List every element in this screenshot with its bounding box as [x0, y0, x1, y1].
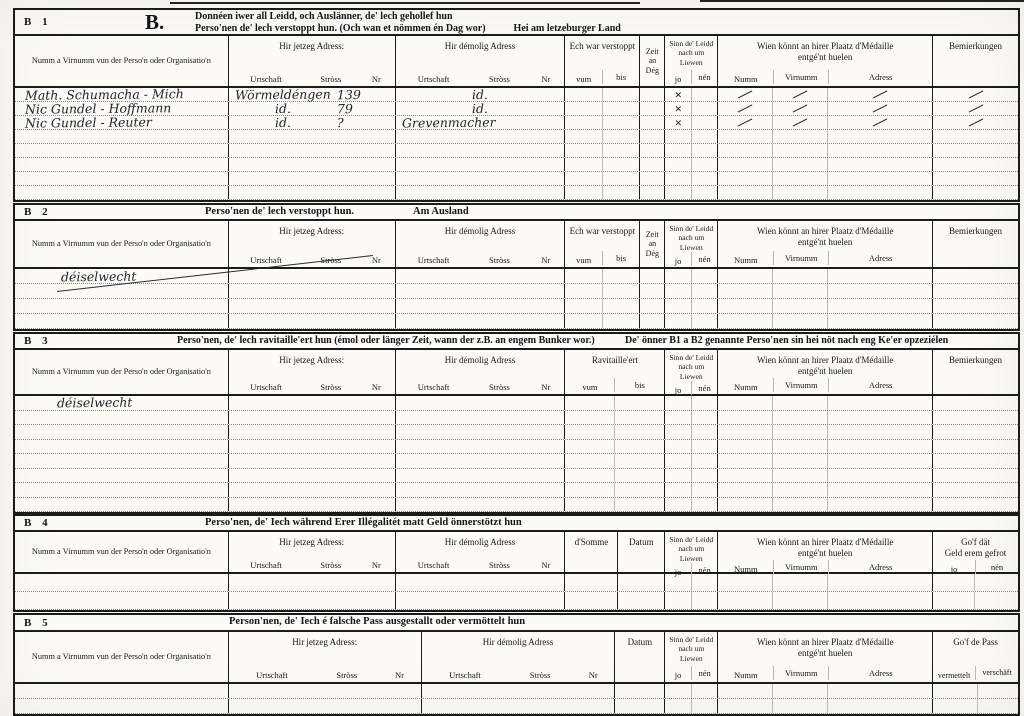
entry-alive-yes — [665, 116, 692, 129]
col-header-remarks: Bemierkungen — [949, 41, 1003, 51]
b2-empty-row — [15, 314, 1018, 329]
col-header-still-alive: Sinn de' Leidd nach um Liewen jo nén — [665, 350, 718, 394]
x-mark: × — [674, 100, 683, 116]
b3-title-row — [15, 334, 1018, 350]
x-mark: × — [674, 114, 683, 130]
b1-entry-row — [15, 102, 1018, 116]
col-header-duration: Zeit an Dég — [640, 221, 665, 267]
b1-title-text — [195, 11, 621, 35]
col-header-name: Numm a Virnumm vun der Perso'n oder Organisatio'n — [15, 36, 229, 86]
b3-empty-row — [15, 469, 1018, 484]
col-header-date: Datum — [618, 532, 665, 572]
col-header-money-reclaimed: Go'f dät Geld erem gefrot jo nén — [933, 532, 1018, 572]
entry-alive-yes — [665, 88, 692, 101]
b5-title-text: Person'nen, de' Iech é falsche Pass ausgestallt oder vermöttelt hun — [229, 616, 526, 627]
col-header-medal-recipient: Wien könnt an hirer Plaatz d'Médaille entgé'nt huelen Numm Virnumm Adress — [718, 350, 933, 394]
b4-empty-row — [15, 574, 1018, 592]
col-header-still-alive: Sinn de' Leidd nach um Liewen jo nén — [665, 632, 718, 682]
col-header-hidden-period: Ech war verstoppt vum bis — [565, 36, 640, 86]
slash-mark — [738, 104, 753, 112]
entry-medal-adress — [828, 88, 933, 101]
col-header-remarks: Bemierkungen — [949, 355, 1003, 365]
entry-duration — [640, 88, 665, 101]
entry-medal-numm — [718, 88, 773, 101]
b2-section-id: B 2 — [24, 206, 52, 218]
b1-title-country: Hei am letzeburger Land — [513, 23, 621, 34]
col-header-current-address: Hir jetzeg Adress: Urtschaft Stròss Nr — [229, 36, 396, 86]
b1-empty-row — [15, 186, 1018, 200]
b2-empty-row — [15, 299, 1018, 314]
entry-current-address: Wörmeldéngen 139 — [229, 88, 396, 101]
b2-entry-row — [15, 269, 1018, 284]
col-header-hidden-period: Ech war verstoppt vum bis — [565, 221, 640, 267]
b3-empty-row — [15, 454, 1018, 469]
col-header-medal-recipient: Wien könnt an hirer Plaatz d'Médaille entgé'nt huelen Numm Virnumm Adress — [718, 221, 933, 267]
col-header-former-address: Hir démolig Adress Urtschaft Stròss Nr — [396, 532, 566, 572]
col-header-former-address: Hir démolig Adress Urtschaft Stròss Nr — [422, 632, 616, 682]
slash-mark — [738, 118, 753, 126]
section-b4 — [13, 514, 1020, 612]
b3-title-text: Perso'nen, de' lech ravitaille'ert hun (émol oder länger Zeit, wann der z.B. an engem Bunker wor.) — [177, 335, 595, 346]
b2-title-row — [15, 205, 1018, 221]
col-header-medal-recipient: Wien könnt an hirer Plaatz d'Médaille entgé'nt huelen Numm Virnumm Adress — [718, 532, 933, 572]
col-header-name: Numm a Virnumm vun der Perso'n oder Organisatio'n — [15, 350, 229, 394]
b2-empty-row — [15, 284, 1018, 299]
slash-mark — [968, 90, 983, 98]
b4-section-id: B 4 — [24, 517, 52, 529]
b1-empty-row — [15, 158, 1018, 172]
b1-entry-row — [15, 116, 1018, 130]
col-header-pass-provided: Go'f de Pass vermettelt verschäft — [933, 632, 1018, 682]
slash-mark — [968, 118, 983, 126]
entry-medal-virnumm — [773, 88, 828, 101]
b3-section-id: B 3 — [24, 335, 52, 347]
entry-former-address: id. — [396, 88, 566, 101]
col-header-name: Numm a Virnumm vun der Perso'n oder Organisatio'n — [15, 632, 229, 682]
b3-empty-row — [15, 425, 1018, 440]
col-header-supplied-period: Ravitaille'ert vum bis — [565, 350, 665, 394]
entry-name: Nic Gundel - Reuter — [15, 116, 229, 129]
b3-empty-row — [15, 483, 1018, 498]
col-header-name: Numm a Virnumm vun der Perso'n oder Organisatio'n — [15, 532, 229, 572]
col-header-current-address: Hir jetzeg Adress: Urtschaft Stròss Nr — [229, 532, 396, 572]
col-header-current-address: Hir jetzeg Adress: Urtschaft Stròss Nr — [229, 632, 422, 682]
col-header-amount: d'Somme — [565, 532, 618, 572]
b2-column-headers — [15, 221, 1018, 269]
b1-title-line1: Donnéen iwer all Leidd, och Auslänner, de' lech gehollef hun — [195, 11, 453, 22]
b3-entry-row — [15, 396, 1018, 411]
entry-name: déiselwecht — [15, 396, 229, 410]
entry-current-address: id. ? — [229, 116, 396, 129]
slash-mark — [793, 90, 808, 98]
b3-title-note: De' önner B1 a B2 genannte Perso'nen sin hei nöt nach eng Ke'er opzeziélen — [625, 335, 949, 346]
col-header-medal-recipient: Wien könnt an hirer Plaatz d'Médaille entgé'nt huelen Numm Virnumm Adress — [718, 632, 933, 682]
col-header-current-address: Hir jetzeg Adress: Urtschaft Stròss Nr — [229, 221, 396, 267]
b5-empty-row — [15, 684, 1018, 699]
col-header-still-alive: Sinn de' Leidd nach um Liewen jo nén — [665, 36, 718, 86]
slash-mark — [793, 118, 808, 126]
entry-name: déiselwecht — [15, 269, 229, 283]
scan-artifact-line — [170, 2, 640, 4]
b5-column-headers — [15, 632, 1018, 684]
entry-remarks — [933, 88, 1018, 101]
b5-empty-row — [15, 699, 1018, 714]
b4-title-text: Perso'nen, de' Iech während Erer Illégalitét matt Geld önnerstötzt hun — [205, 517, 522, 528]
col-header-current-address: Hir jetzeg Adress: Urtschaft Stròss Nr — [229, 350, 396, 394]
slash-mark — [873, 104, 888, 112]
entry-bis — [603, 88, 640, 101]
b5-section-id: B 5 — [24, 616, 52, 629]
col-header-still-alive: Sinn de' Leidd nach um Liewen jo nén — [665, 221, 718, 267]
b3-empty-row — [15, 411, 1018, 426]
b4-column-headers — [15, 532, 1018, 578]
b4-empty-row — [15, 592, 1018, 610]
entry-name: Math. Schumacha - Mich — [15, 88, 229, 101]
b1-section-id: B 1 — [24, 16, 52, 28]
entry-name: Nic Gundel - Hoffmann — [15, 102, 229, 115]
slash-mark — [793, 104, 808, 112]
b1-empty-row — [15, 144, 1018, 158]
entry-current-address: id. 79 — [229, 102, 396, 115]
x-mark: × — [674, 86, 683, 102]
entry-former-address: Grevenmacher — [396, 116, 566, 129]
b3-column-headers — [15, 350, 1018, 396]
b1-title-line2: Perso'nen de' lech verstoppt hun. (Och wan et nömmen én Dag wor) Hei am letzeburger Land — [195, 23, 621, 34]
b1-empty-row — [15, 130, 1018, 144]
b2-title-subtitle: Am Ausland — [413, 206, 469, 217]
col-header-name: Numm a Virnumm vun der Perso'n oder Organisatio'n — [15, 221, 229, 267]
b3-empty-row — [15, 440, 1018, 455]
entry-alive-no — [692, 88, 718, 101]
entry-former-address: id. — [396, 102, 566, 115]
entry-alive-yes — [665, 102, 692, 115]
b3-empty-row — [15, 498, 1018, 513]
col-header-former-address: Hir démolig Adress Urtschaft Stròss Nr — [396, 350, 566, 394]
section-b3 — [13, 332, 1020, 514]
scan-artifact-line — [700, 0, 1024, 2]
section-b1 — [13, 8, 1020, 202]
b1-title-row — [15, 10, 1018, 36]
slash-mark — [873, 118, 888, 126]
b4-title-row — [15, 516, 1018, 532]
col-header-former-address: Hir démolig Adress Urtschaft Stròss Nr — [396, 221, 566, 267]
col-header-medal-recipient: Wien könnt an hirer Plaatz d'Médaille entgé'nt huelen Numm Virnumm Adress — [718, 36, 933, 86]
b2-title-text: Perso'nen de' lech verstoppt hun. — [205, 206, 355, 217]
col-header-duration: Zeit an Dég — [640, 36, 665, 86]
slash-mark — [968, 104, 983, 112]
b1-column-headers — [15, 36, 1018, 88]
b1-letter-b: B. — [145, 10, 165, 34]
b1-empty-row — [15, 172, 1018, 186]
entry-vum — [565, 88, 603, 101]
col-header-still-alive: Sinn de' Leidd nach um Liewen jo nén — [665, 532, 718, 572]
col-header-former-address: Hir démolig Adress Urtschaft Stròss Nr — [396, 36, 566, 86]
col-header-date: Datum — [615, 632, 665, 682]
b5-title-row — [15, 615, 1018, 632]
slash-mark — [738, 90, 753, 98]
section-b2 — [13, 203, 1020, 331]
col-header-remarks: Bemierkungen — [949, 226, 1003, 236]
section-b5 — [13, 613, 1020, 716]
slash-mark — [873, 90, 888, 98]
